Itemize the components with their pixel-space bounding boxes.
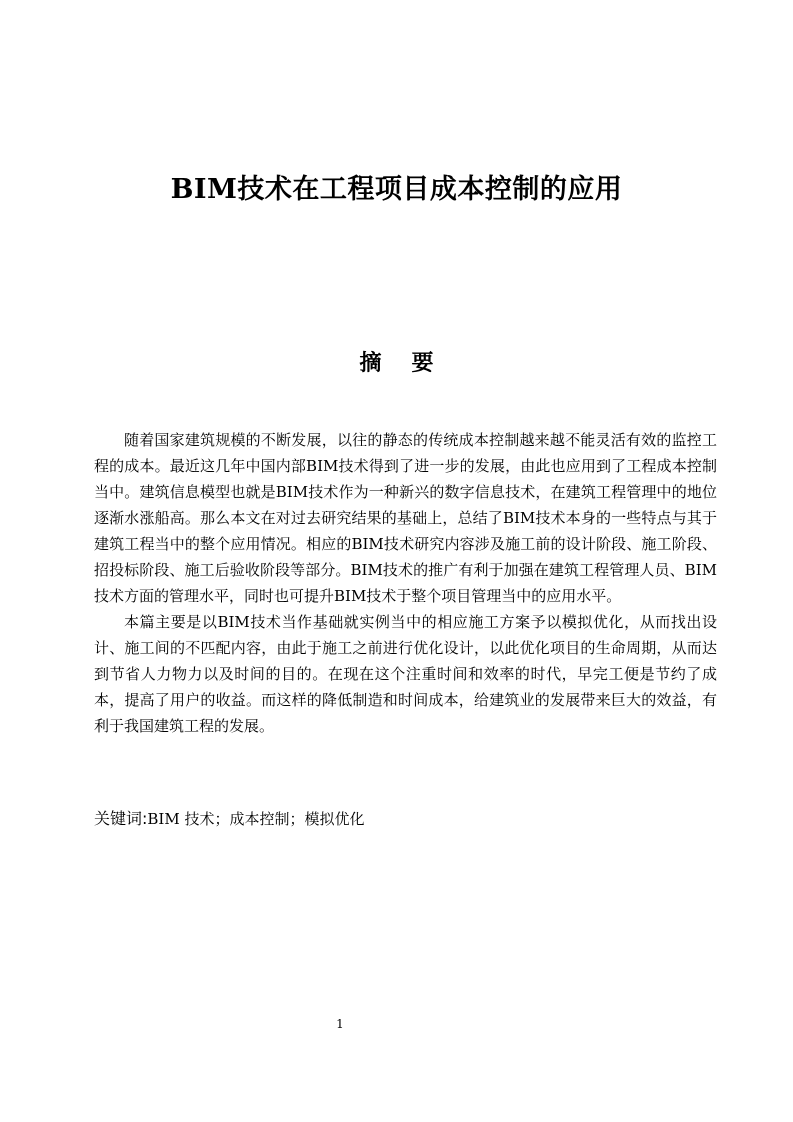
abstract-body bbox=[94, 427, 717, 739]
keywords-label: 关键词: bbox=[94, 809, 148, 828]
abstract-paragraph-1: 随着国家建筑规模的不断发展，以往的静态的传统成本控制越来越不能灵活有效的监控工程的成本。最近这几年中国内部BIM技术得到了进一步的发展，由此也应用到了工程成本控制当中。建筑信息模型也就是BIM技术作为一种新兴的数字信息技术，在建筑工程管理中的地位逐渐水涨船高。那么本文在对过去研究结果的基础上，总结了BIM技术本身的一些特点与其于建筑工程当中的整个应用情况。相应的BIM技术研究内容涉及施工前的设计阶段、施工阶段、招投标阶段、施工后验收阶段等部分。BIM技术的推广有利于加强在建筑工程管理人员、BIM技术方面的管理水平，同时也可提升BIM技术于整个项目管理当中的应用水平。 bbox=[94, 431, 717, 605]
keywords-value: BIM 技术；成本控制；模拟优化 bbox=[147, 810, 365, 828]
document-title: BIM技术在工程项目成本控制的应用 bbox=[170, 174, 623, 205]
abstract-paragraph-2: 本篇主要是以BIM技术当作基础就实例当中的相应施工方案予以模拟优化，从而找出设计、施工间的不匹配内容，由此于施工之前进行优化设计，以此优化项目的生命周期，从而达到节省人力物力以及时间的目的。在现在这个注重时间和效率的时代，早完工便是节约了成本，提高了用户的收益。而这样的降低制造和时间成本，给建筑业的发展带来巨大的效益，有利于我国建筑工程的发展。 bbox=[94, 613, 717, 735]
abstract-heading-char-1: 摘 bbox=[359, 350, 382, 376]
page-number: 1 bbox=[336, 1017, 344, 1031]
keywords-line bbox=[94, 806, 717, 832]
abstract-heading-char-2: 要 bbox=[411, 350, 434, 376]
abstract-heading bbox=[0, 347, 793, 379]
